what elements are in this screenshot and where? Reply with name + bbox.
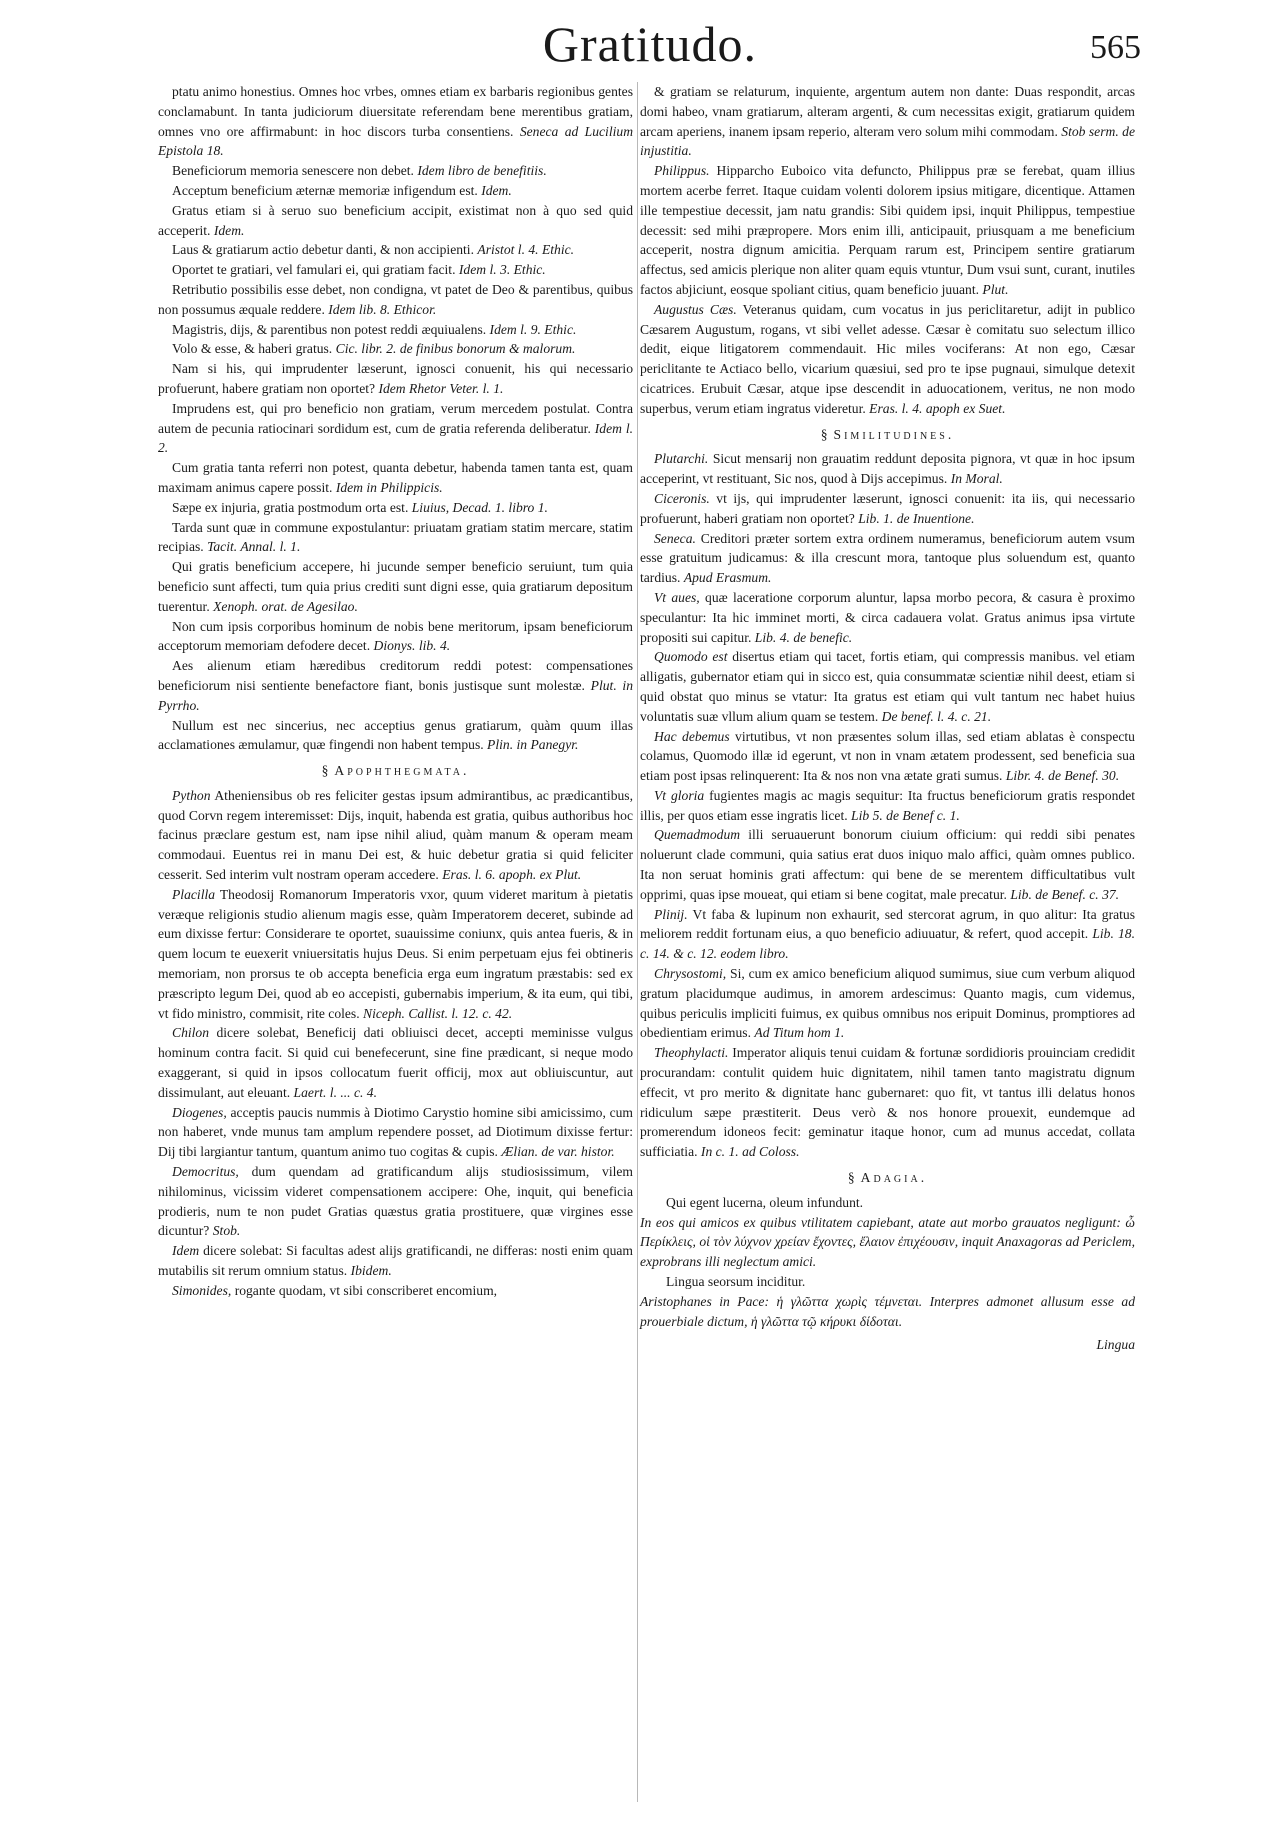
entry-source: Lib. 4. de benefic.	[754, 629, 853, 645]
entry-source: Idem l. 9. Ethic.	[489, 321, 577, 337]
entry	[158, 617, 633, 657]
entry-text: dicere solebat, Beneficij dati obliuisci decet, accepti meminisse vulgus hominum contra facit. Si quid cui benefecerunt, sine fine prædicant, si neque modo exaggerant, si quid in ipsos collocatum fuerit officij, mox aut obliuiscuntur, aut dissimulant, aut eleuant.	[158, 1025, 633, 1100]
entry-source: Lib. de Benef. c. 37.	[1010, 886, 1120, 902]
entry-text: Vt faba & lupinum non exhaurit, sed stercorat agrum, in quo alitur: Ita gratus meliorem reddit fortunam eius, a quo beneficio adiuuatur, & refert, quod accepit.	[640, 906, 1135, 942]
entry-source: Plut. in Pyrrho.	[158, 677, 634, 713]
entry	[640, 786, 1135, 826]
entry-source: Ad Titum hom 1.	[754, 1025, 845, 1041]
entry-source: Idem l. 2.	[158, 420, 633, 456]
left-column	[158, 82, 633, 1301]
entry	[640, 727, 1135, 786]
apophthegmata-continued	[640, 82, 1135, 419]
entry-text: Aes alienum etiam hæredibus creditorum reddi potest: compensationes beneficiorum nisi sentiente benefactore fiant, bonis justisque sunt molestæ.	[158, 658, 633, 693]
entry-text: ptatu animo honestius. Omnes hoc vrbes, omnes etiam ex barbaris regionibus gentes conclamabunt. In tanta judiciorum diuersitate referendam bene merentibus gratiam, omnes vno ore affirmabunt: in hoc discors turba consentiens.	[158, 84, 633, 139]
entry	[158, 1103, 633, 1162]
entry-lead: Chilon	[172, 1025, 210, 1041]
entry	[640, 1043, 1135, 1162]
catchword: Lingua	[1096, 1337, 1135, 1353]
adage	[640, 1193, 1135, 1213]
entry	[640, 300, 1135, 419]
entry-lead: Idem	[172, 1243, 200, 1259]
entry	[158, 240, 633, 260]
running-head: Gratitudo.	[542, 16, 758, 72]
entry-text: Cum gratia tanta referri non potest, quanta debetur, habenda tamen tanta est, quam maximam animus capere possit.	[158, 460, 633, 495]
entry-lead: Chrysostomi,	[654, 966, 727, 982]
entry-source: Plut.	[982, 281, 1009, 297]
entry-text: Laus & gratiarum actio debetur danti, & non accipienti.	[172, 242, 474, 258]
adagia-heading: § Adagia.	[847, 1170, 928, 1186]
entry-lead: Quomodo est	[654, 649, 728, 665]
entry	[158, 399, 633, 458]
similitudines-list	[640, 449, 1135, 1162]
adage-gloss	[640, 1213, 1135, 1272]
entry-source: Lib 5. de Benef c. 1.	[851, 807, 960, 823]
entry-text: Acceptum beneficium æternæ memoriæ infigendum est.	[172, 182, 478, 198]
entry-lead: Simonides,	[172, 1282, 232, 1298]
entry-text: Hipparcho Euboico vita defuncto, Philippus præ se ferebat, quam illius mortem acerbe ferret. Itaque cuidam volenti dolorem ipsius mitigare, dicentique. Attamen ille tempestiue decessit, jam natu grandis: Sibi quidem ipsi, inquit Philippus, tempestiue decessit: sed mihi præpropere. Mors enim illi, anticipauit, priusquam a me beneficium acceperit, nostra dignum amicitia. Perquam rarum est, Principem sentire gratiarum affectus, sed amicis plerique non aliter quam equis vtuntur, Dum vsui sunt, curant, inutiles factos abjiciunt, eosque spoliant citius, quam beneficio juuant.	[640, 163, 1135, 297]
entry	[158, 458, 633, 498]
entry-source: Dionys. lib. 4.	[373, 638, 451, 654]
entry	[158, 1023, 633, 1102]
entry-lead: Augustus Cæs.	[654, 301, 737, 317]
page-number: 565	[1090, 29, 1141, 66]
entry-source: Idem in Philippicis.	[335, 479, 443, 495]
entry-text: Non cum ipsis corporibus hominum de nobis bene meritorum, ipsam beneficiorum acceptorum memoriam defodere decet.	[158, 618, 633, 654]
entry	[158, 1162, 633, 1241]
entry-text: fugientes magis ac magis sequitur: Ita fructus beneficiorum gratis respondet illis, per quos etiam esse ingratis licet.	[640, 787, 1136, 823]
entry-text: illi seruauerunt bonorum ciuium officium: qui reddi sibi penates noluerunt clade communi, quia satius erat duos iniquo malo affici, quàm omnes publico. Ita non seruat hominis grati affectum: qui bene de se merentem difficultatibus vult opprimi, quas ipse moueat, qui etiam si bene cogitat, male precatur.	[640, 827, 1135, 902]
adage-gloss	[640, 1292, 1135, 1332]
entry-lead: Seneca.	[654, 530, 696, 546]
entry-source: Eras. l. 4. apoph ex Suet.	[869, 400, 1006, 416]
adage-text: In eos qui amicos ex quibus vtilitatem capiebant, atate aut morbo grauatos negligunt: ὦ Περίκλεις, οἱ τὸν λύχνον χρείαν ἔχοντες, ἔλαιον ἐπιχέουσιν, inquit Anaxagoras ad Periclem, exprobrans illi neglectum amici.	[640, 1214, 1135, 1270]
sententiae-list	[158, 82, 633, 755]
entry-lead: Plutarchi.	[654, 451, 709, 467]
entry-text: Gratus etiam si à seruo suo beneficium accipit, existimat non à quo sed quid acceperit.	[158, 202, 633, 238]
entry	[158, 201, 633, 241]
entry-text: rogante quodam, vt sibi conscriberet encomium,	[234, 1282, 498, 1298]
entry	[158, 1281, 633, 1301]
entry-source: Idem.	[481, 182, 512, 198]
entry-lead: Plinij.	[654, 906, 688, 922]
entry-lead: Theophylacti.	[654, 1045, 729, 1061]
entry-text: disertus etiam qui tacet, fortis etiam, qui compressis manibus. vel etiam alligatis, gubernator etiam qui in sicco est, quia consummatæ scientiæ nihil deest, etiam si quid obstat quo minus se vtatur: Ita gratus est etiam qui vult tantum nec habet huius voluntatis suæ vllum alium quam se testem.	[640, 649, 1135, 724]
entry-source: Liuius, Decad. 1. libro 1.	[411, 499, 548, 515]
entry-source: Stob.	[212, 1223, 241, 1239]
entry-source: Lib. 18. c. 14. & c. 12. eodem libro.	[640, 926, 1135, 962]
adage-text: Qui egent lucerna, oleum infundunt.	[666, 1194, 864, 1210]
entry-text: Volo & esse, & haberi gratus.	[172, 341, 333, 357]
entry-lead: Democritus,	[172, 1164, 239, 1180]
entry	[158, 339, 633, 359]
entry-source: Idem libro de benefitiis.	[417, 163, 547, 179]
entry-lead: Python	[172, 787, 211, 803]
entry-source: Ælian. de var. histor.	[501, 1144, 615, 1160]
entry-text: dum quendam ad gratificandum alijs studiosissimum, vilem nihilominus, vicissim videret compensationem accipere: Ohe, inquit, qui beneficia prodieris, num te non pudet Gratias quæstus gratia prostituere, quæ virgines esse dicuntur?	[158, 1164, 634, 1239]
entry-source: Apud Erasmum.	[683, 570, 772, 586]
adage-text: Lingua seorsum inciditur.	[666, 1274, 806, 1290]
entry	[158, 161, 633, 181]
entry	[158, 557, 633, 616]
entry-text: acceptis paucis nummis à Diotimo Carystio homine sibi amicissimo, cum non haberet, vnde munus tam amplum rependere posset, ad Diotimum dixisse fertur: Dij tibi largiantur tantum, quantum animo tuo cogitas & cupis.	[158, 1104, 634, 1160]
entry	[158, 885, 633, 1024]
entry-text: Retributio possibilis esse debet, non condigna, vt patet de Deo & parentibus, quibus non possumus æquale reddere.	[158, 281, 633, 317]
entry-text: Si, cum ex amico beneficium aliquod sumimus, siue cum verbum aliquod gratum placidumque audimus, in amorem ardescimus: Quanto magis, cum videmus, quibus periculis impliciti fuimus, ex quibus omnibus nos eripuit Dominus, promptiores ad obedientiam erimus.	[640, 966, 1136, 1041]
entry-source: Idem Rhetor Veter. l. 1.	[378, 380, 504, 396]
entry-text: virtutibus, vt non præsentes solum illas, sed etiam ablatas è conspectu colamus, Quomodo illæ id egerunt, vt non in vnam ætatem prodessent, sed beneficia sua etiam post ipsas relinquerent: Ita & nos non vna ætate grati sumus.	[640, 728, 1135, 784]
entry	[640, 449, 1135, 489]
entry-text: quæ laceratione corporum aluntur, lapsa morbo pecora, & casura è proximo speculantur: Ita hic imminet morti, & circa cadauera volat. Gratus animus ipsa virtute propositi sui capitur.	[640, 589, 1135, 645]
adage-text: Aristophanes in Pace: ἡ γλῶττα χωρὶς τέμνεται. Interpres admonet allusum esse ad prouerbiale dictum, ἡ γλῶττα τῷ κήρυκι δίδοται.	[640, 1293, 1135, 1329]
entry	[158, 320, 633, 340]
apophthegmata-list	[158, 786, 633, 1301]
entry-text: Imperator aliquis tenui cuidam & fortunæ sordidioris prouinciam credidit procurandam: contulit quidem huic dignitatem, nihil tamen tanto magistratu dignum effecit, vt pro merito & dignitate hanc gubernaret: quo fit, vt tantus illi delatus honos ridiculum sæpe præstiterit. Deus verò & nos honore prouexit, eundemque ad promerendum idoneos fecit: geminatur itaque honor, cum ad munus accedat, collata sufficiatia.	[640, 1045, 1135, 1160]
entry-lead: Vt aues,	[654, 589, 700, 605]
apophthegmata-heading: § Apophthegmata.	[321, 763, 470, 779]
right-column	[640, 82, 1135, 1355]
entry-source: Stob serm. de injustitia.	[640, 123, 1135, 159]
entry-source: Plin. in Panegyr.	[487, 737, 579, 753]
entry-lead: Quemadmodum	[654, 827, 741, 843]
entry-text: Qui gratis beneficium accepere, hi jucunde semper beneficio seruiunt, tum quia beneficio sunt affecti, tum quia prius crediti sunt digni esse, quia gratiarum depositum tuerentur.	[158, 559, 633, 614]
entry-text: Nullum est nec sincerius, nec acceptius genus gratiarum, quàm quum illas acclamationes æmulamur, quæ fingendi non habent tempus.	[158, 717, 633, 753]
entry-text: Nam si his, qui imprudenter læserunt, ignosci conuenit, his qui necessario profuerunt, habere gratiam non oportet?	[158, 361, 633, 396]
column-divider	[637, 82, 638, 1802]
entry-text: Imprudens est, qui pro beneficio non gratiam, verum mercedem postulat. Contra autem de pecunia ratiocinari sordidum est, cum de gratia referenda deliberatur.	[158, 400, 633, 436]
entry-text: Theodosij Romanorum Imperatoris vxor, quum videret maritum à pietatis veræque religionis studio alienum magis esse, quàm Imperatorem deceret, subinde ad eum dixisse fertur: Considerare te oportet, suauissime coniunx, quis antea fueris, & in quem locum te euexerit vniuersitatis hujus Deus. Si enim perpetuam ejus fei obtineris memoriam, non prorsus te ob accepta beneficia erga eum ingratum præstabis: sed ex præscripto legum Dei, quod ab eo accepisti, gubernabis imperium, & ita eum, qui tibi, vt fido ministro, commisit, rite coles.	[158, 886, 633, 1021]
entry	[640, 529, 1135, 588]
entry	[640, 905, 1135, 964]
entry	[158, 716, 633, 756]
entry-lead: Vt gloria	[654, 787, 705, 803]
entry-lead: Diogenes,	[172, 1104, 227, 1120]
entry-text: Tarda sunt quæ in commune expostulantur: priuatam gratiam statim mercare, statim recipias.	[158, 519, 633, 555]
entry-source: Tacit. Annal. l. 1.	[207, 539, 301, 555]
entry	[158, 82, 633, 161]
entry-source: Eras. l. 6. apoph. ex Plut.	[442, 867, 582, 883]
entry-source: Cic. libr. 2. de finibus bonorum & malorum.	[335, 341, 576, 357]
entry-source: Idem.	[213, 222, 245, 238]
entry	[640, 489, 1135, 529]
entry-source: Idem lib. 8. Ethicor.	[328, 301, 437, 317]
entry-lead: Placilla	[172, 886, 216, 902]
entry-source: Ibidem.	[350, 1263, 392, 1279]
entry-text: & gratiam se relaturum, inquiente, argentum autem non dante: Duas respondit, arcas domi habeo, vnam gratiarum, alteram argenti, & cum necessitas exigit, gratiarum quidem arcam aperiens, inanem ipsam reperio, alteram vero solum mihi commodam.	[640, 84, 1135, 139]
entry-source: Libr. 4. de Benef. 30.	[1005, 768, 1120, 784]
entry	[640, 82, 1135, 161]
entry-source: Lib. 1. de Inuentione.	[858, 510, 975, 526]
entry-text: Atheniensibus ob res feliciter gestas ipsum admirantibus, ac prædicantibus, quod Corvn regem interemisset: Dijs, inquit, habenda est gratia, quibus authoribus hoc facinus præclare gestum est, nam ipse nihil aliud, quàm manum & operam meam commodaui. Euentus rei in manu Dei est, & huic debetur gratia si quid feliciter cesserit. Sed interim vult nostram operam accedere.	[158, 787, 633, 883]
entry	[158, 359, 633, 399]
entry-source: Idem l. 3. Ethic.	[458, 262, 546, 278]
entry	[158, 786, 633, 885]
entry	[640, 647, 1135, 726]
entry-source: In c. 1. ad Coloss.	[700, 1144, 800, 1160]
entry-source: In Moral.	[950, 471, 1003, 487]
entry-source: Niceph. Callist. l. 12. c. 42.	[363, 1005, 513, 1021]
entry-text: vt ijs, qui imprudenter læserunt, ignosci conuenit: ita iis, qui necessario profuerunt, haberi gratiam non oportet?	[640, 490, 1135, 526]
entry-text: Oportet te gratiari, vel famulari ei, qui gratiam facit.	[172, 262, 456, 278]
similitudines-heading: § Similitudines.	[820, 426, 955, 442]
entry-text: dicere solebat: Si facultas adest alijs gratificandi, ne differas: nosti enim quam mutabilis sit rerum omnium status.	[158, 1243, 633, 1279]
entry-text: Sæpe ex injuria, gratia postmodum orta est.	[172, 499, 409, 515]
entry-source: Xenoph. orat. de Agesilao.	[213, 598, 358, 614]
entry-lead: Hac debemus	[654, 728, 730, 744]
entry-source: De benef. l. 4. c. 21.	[881, 708, 992, 724]
entry-lead: Ciceronis.	[654, 490, 710, 506]
adage	[640, 1272, 1135, 1292]
entry-source: Laert. l. ... c. 4.	[293, 1084, 377, 1100]
entry	[158, 1241, 633, 1281]
entry	[640, 825, 1135, 904]
entry-source: Seneca ad Lucilium Epistola 18.	[158, 123, 634, 159]
entry	[158, 498, 633, 518]
entry	[640, 964, 1135, 1043]
entry-text: Magistris, dijs, & parentibus non potest reddi æquiualens.	[172, 321, 487, 337]
entry	[158, 518, 633, 558]
entry-source: Aristot l. 4. Ethic.	[477, 242, 575, 258]
entry-text: Veteranus quidam, cum vocatus in jus periclitaretur, adijt in publico Cæsarem Augustum, rogans, vt sibi vellet adesse. Cæsar è comitatu suo selectum illico dedit, eique litigatorem commendauit. Hic miles vociferans: At non ego, Cæsar periclitante te Actiaco bello, vicarium quæsiui, sed pro te ipse pugnaui, simulque detexit cicatrices. Erubuit Cæsar, atque ipse descendit in aduocationem, veritus, ne non modo superbus, verum etiam ingratus videretur.	[640, 301, 1135, 416]
entry	[640, 588, 1135, 647]
adagia-list	[640, 1193, 1135, 1332]
entry	[158, 656, 633, 715]
entry-text: Beneficiorum memoria senescere non debet.	[172, 163, 414, 179]
entry-text: Sicut mensarij non grauatim reddunt deposita pignora, vt quæ in hoc ipsum acceperint, vt restituant, Sic nos, quod à Dijs accepimus.	[640, 451, 1135, 487]
entry-text: Creditori præter sortem extra ordinem numeramus, beneficiorum autem vsum esse gratuitum judicamus: & illa crescunt mora, tantoque plus soluendum est, quanto tardius.	[640, 530, 1135, 586]
entry	[158, 181, 633, 201]
entry	[158, 260, 633, 280]
entry	[158, 280, 633, 320]
entry	[640, 161, 1135, 300]
entry-lead: Philippus.	[654, 163, 710, 179]
